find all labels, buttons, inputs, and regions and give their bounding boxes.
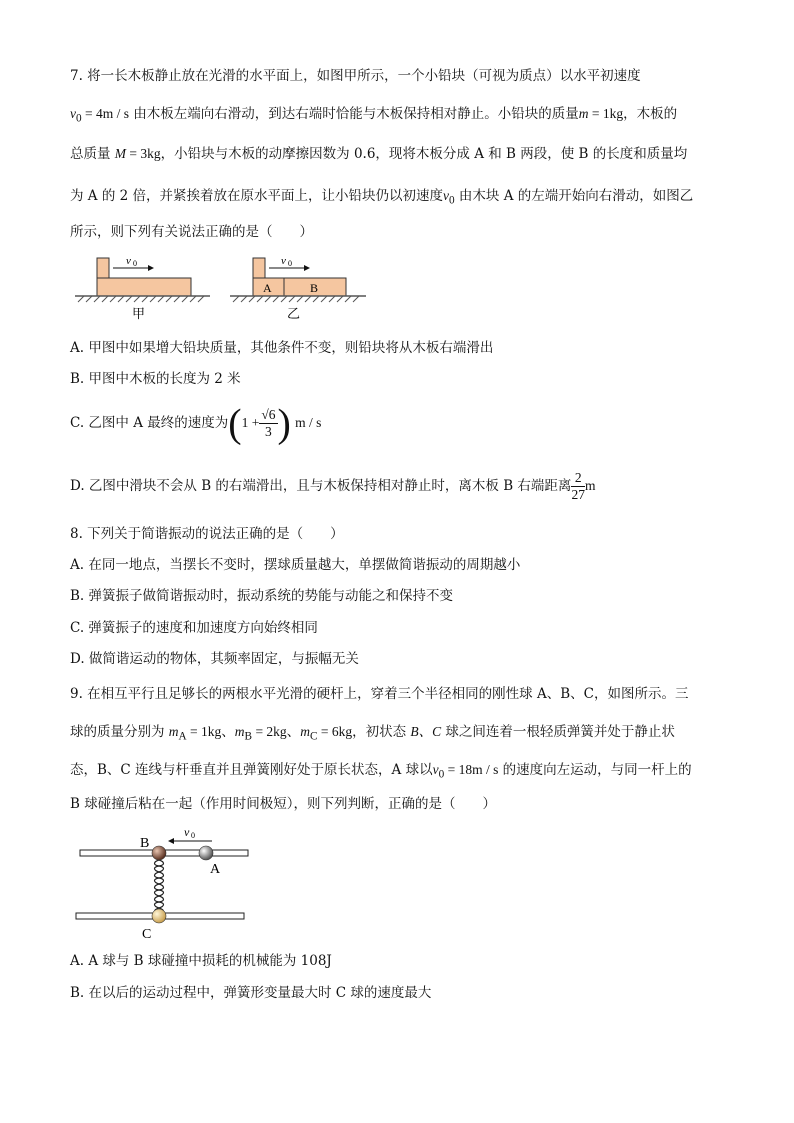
label-ball-a: A (210, 862, 221, 877)
lead-block-jia (97, 258, 109, 278)
ball-b (152, 846, 166, 860)
q7-stem-line3: 总质量 M = 3kg，小铅块与木板的动摩擦因数为 0.6，现将木板分成 A 和 B 两段，使 B 的长度和质量均 (70, 146, 688, 162)
q9-option-b[interactable]: B. 在以后的运动过程中，弹簧形变量最大时 C 球的速度最大 (70, 985, 432, 1001)
ball-c (152, 909, 166, 923)
q9-stem-line2: 球的质量分别为 $m_A = 1kg$、$m_B = 2kg$、$m_C = 6kg$，初状态 B、C 球之间连着一根轻质弹簧并处于静止状 (70, 724, 675, 743)
q7-stem-line5: 所示，则下列有关说法正确的是（ ） (70, 224, 313, 240)
v0-sub-jia: 0 (133, 259, 137, 268)
q8-option-c[interactable]: C. 弹簧振子的速度和加速度方向始终相同 (70, 620, 318, 636)
label-jia: 甲 (132, 306, 146, 321)
q9-stem-line4: B 球碰撞后粘在一起（作用时间极短），则下列判断，正确的是（ ） (70, 796, 496, 812)
v0-label-yi: v (281, 255, 286, 267)
q7-figure (70, 250, 380, 325)
board-jia (97, 278, 191, 296)
board-a-label: A (263, 281, 272, 295)
q8-option-a[interactable]: A. 在同一地点，当摆长不变时，摆球质量越大，单摆做简谐振动的周期越小 (70, 557, 521, 573)
paren-right: ) (277, 400, 291, 446)
q9-stem-line3: 态，B、C 连线与杆垂直并且弹簧刚好处于原长状态，A 球以$v_0 = 18m / s$ 的速度向左运动，与同一杆上的 (70, 762, 692, 781)
q9-stem-line1: 9. 在相互平行且足够长的两根水平光滑的硬杆上，穿着三个半径相同的刚性球 A、B、C，如图所示。三 (70, 686, 689, 702)
paren-left: ( (228, 400, 242, 446)
label-yi: 乙 (287, 306, 301, 321)
q8-option-d[interactable]: D. 做简谐运动的物体，其频率固定，与振幅无关 (70, 651, 359, 667)
q7-stem-line1: 7. 将一长木板静止放在光滑的水平面上，如图甲所示，一个小铅块（可视为质点）以水平初速度 (70, 68, 641, 84)
q7-option-b[interactable]: B. 甲图中木板的长度为 2 米 (70, 371, 241, 387)
q7-stem-line2: $v_0 = 4m / s$ 由木板左端向右滑动，到达右端时恰能与木板保持相对静止。小铅块的质量m = 1kg，木板的 (70, 106, 678, 125)
fraction-2-over-27: $\frac{2}{27}$ (571, 470, 585, 502)
v0-sub-yi: 0 (288, 259, 292, 268)
ball-a (199, 846, 213, 860)
figure-jia (75, 255, 210, 321)
v0-label-jia: v (126, 255, 131, 267)
q8-stem: 8. 下列关于简谐振动的说法正确的是（ ） (70, 526, 344, 542)
v0-label-q9: v (184, 825, 190, 839)
q7-option-c[interactable]: C. 乙图中 A 最终的速度为(1 + $\frac{√6}{3}$ ) m / s (70, 400, 322, 446)
q9-option-a[interactable]: A. A 球与 B 球碰撞中损耗的机械能为 108J (70, 953, 332, 969)
fraction-sqrt6-over-3: $\frac{√6}{3}$ (261, 407, 276, 439)
lead-block-yi (253, 258, 265, 278)
figure-yi (230, 255, 366, 321)
v0-sub-q9: 0 (191, 831, 195, 840)
q7-stem-line4: 为 A 的 2 倍，并紧挨着放在原水平面上，让小铅块仍以初速度$v_0$ 由木块 A 的左端开始向右滑动，如图乙 (70, 188, 694, 207)
label-ball-b: B (140, 836, 150, 851)
q9-figure (70, 822, 260, 942)
board-b-label: B (310, 281, 319, 295)
q8-option-b[interactable]: B. 弹簧振子做简谐振动时，振动系统的势能与动能之和保持不变 (70, 588, 454, 604)
label-ball-c: C (142, 927, 152, 942)
q7-option-d[interactable]: D. 乙图中滑块不会从 B 的右端滑出，且与木板保持相对静止时，离木板 B 右端距离 $\frac{2}{27}$ m (70, 470, 596, 502)
q7-option-a[interactable]: A. 甲图中如果增大铅块质量，其他条件不变，则铅块将从木板右端滑出 (70, 340, 494, 356)
